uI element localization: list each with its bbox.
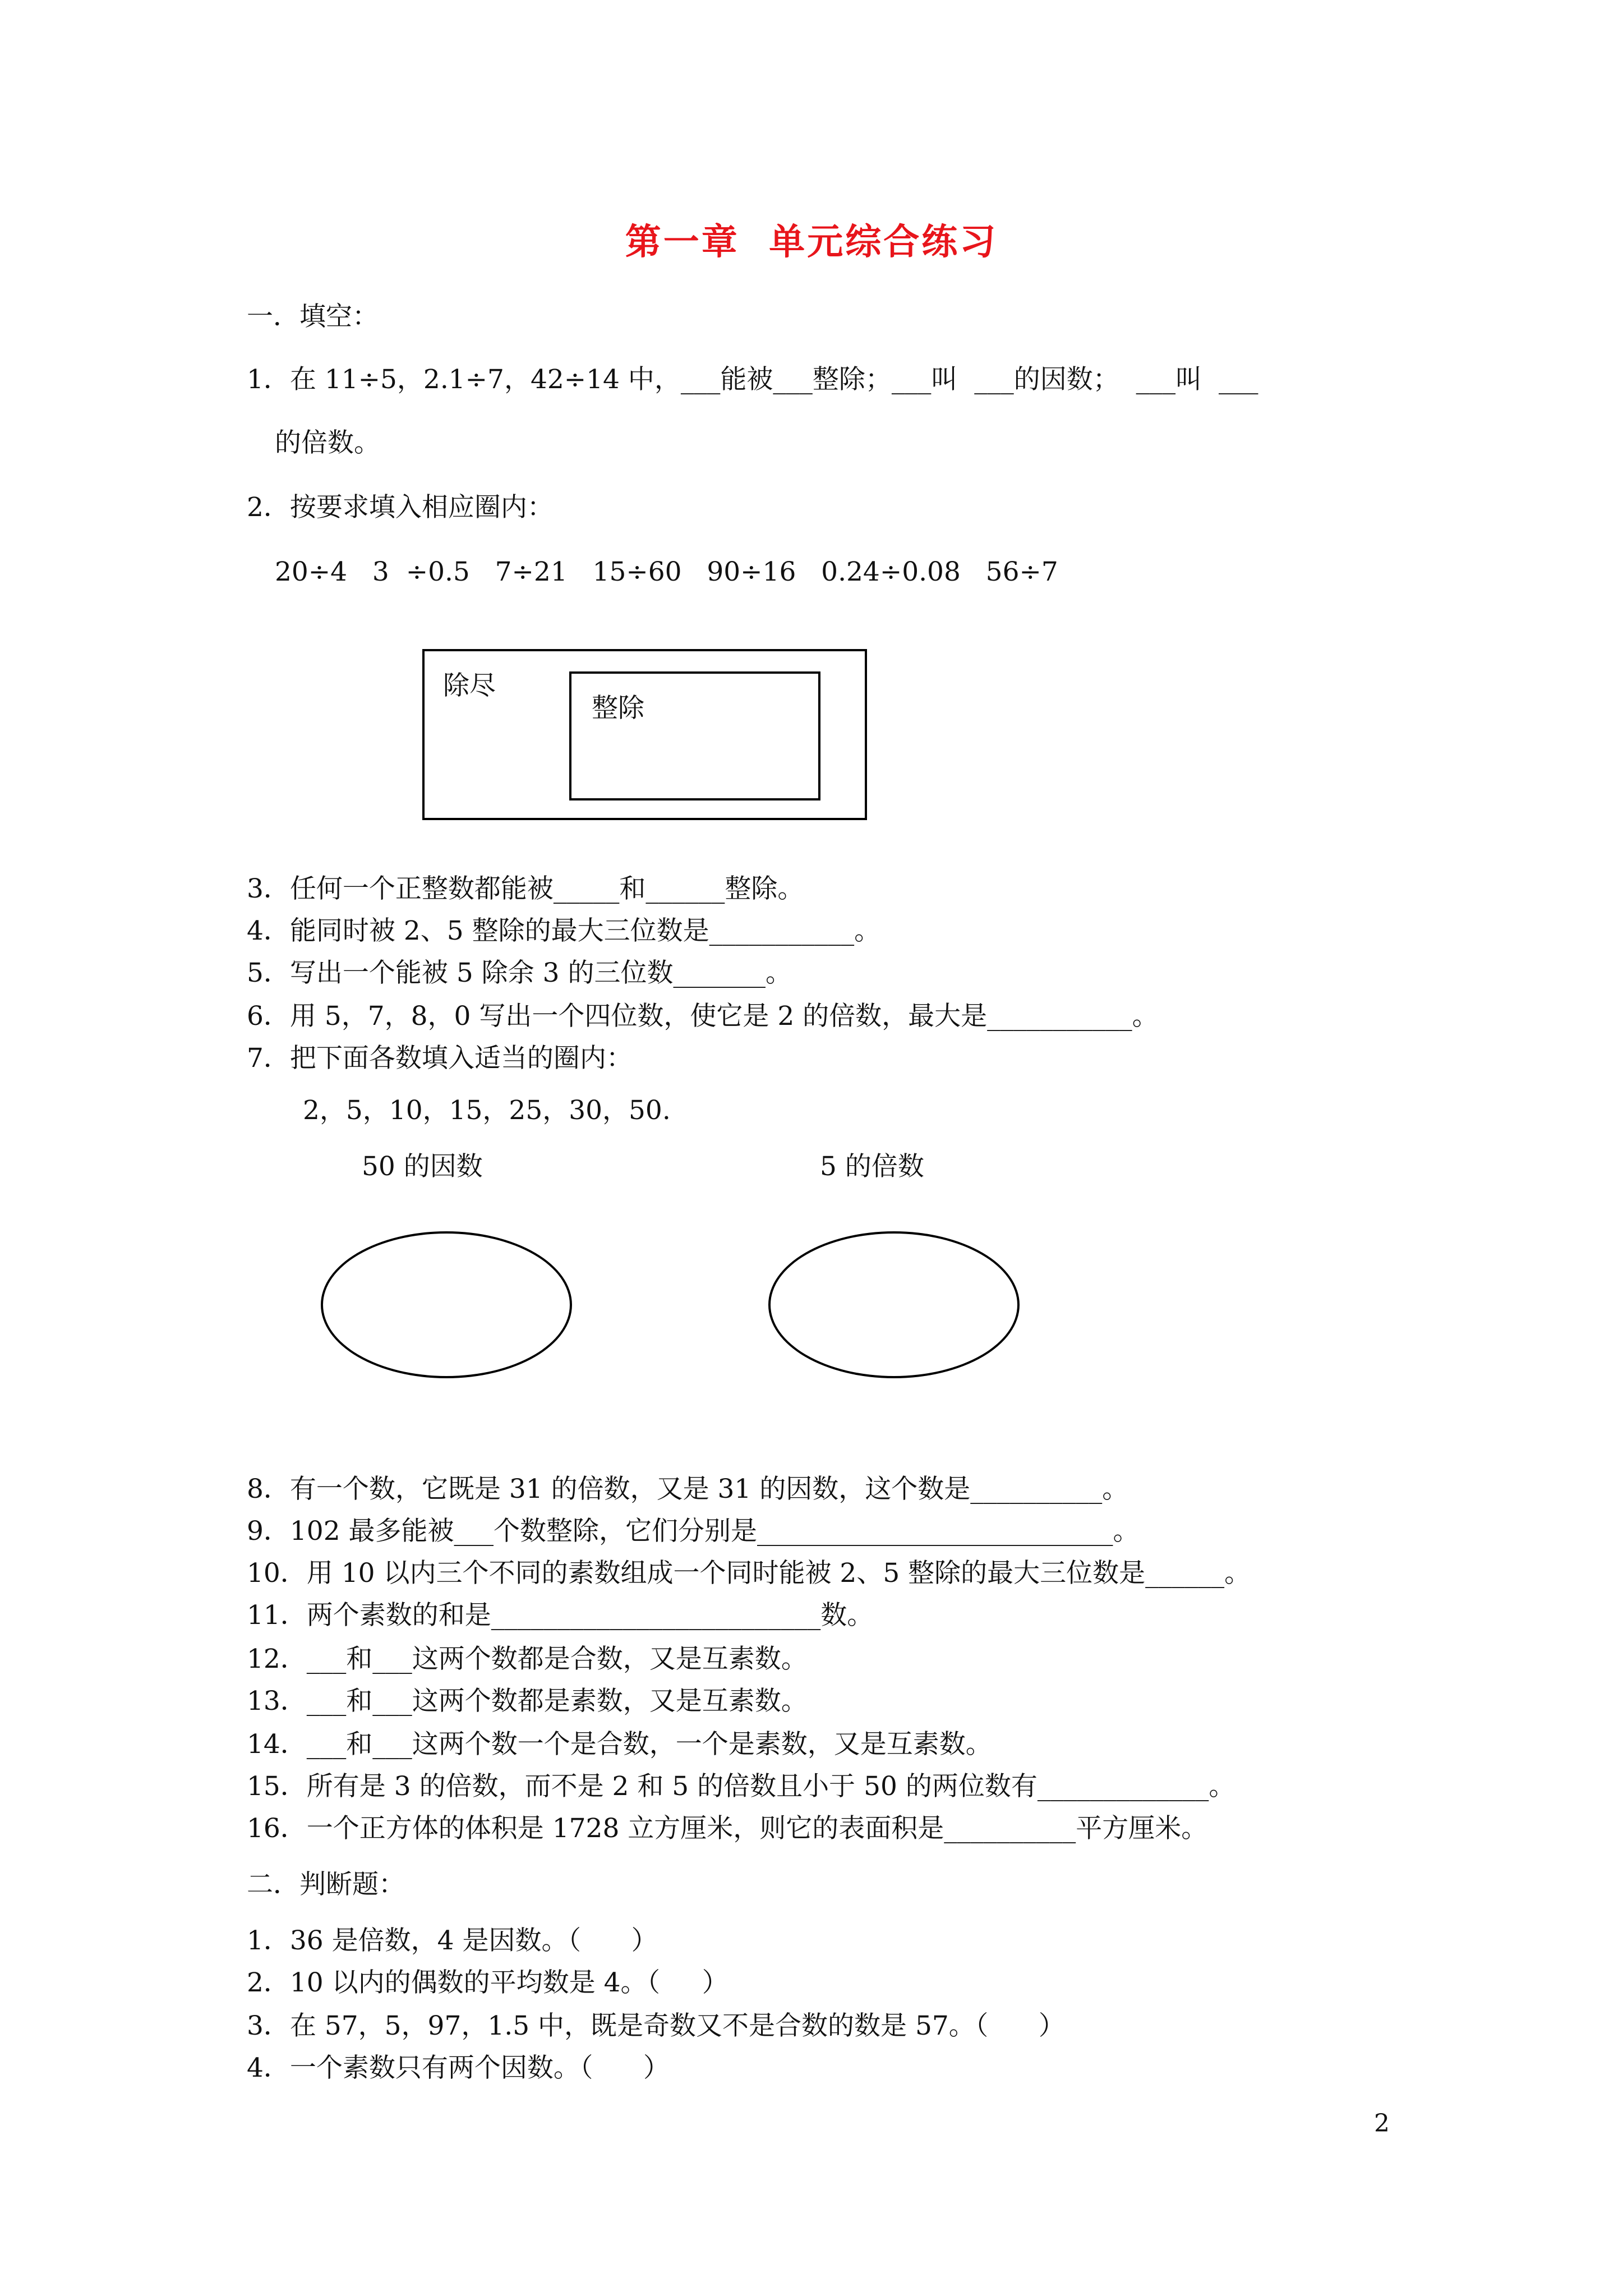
question-2-numbers: 20÷4 3 ÷0.5 7÷21 15÷60 90÷16 0.24÷0.08 56÷7: [275, 556, 1058, 587]
question-7-numbers: 2，5，10，15，25，30，50.: [303, 1095, 671, 1126]
question-10: 10．用 10 以内三个不同的素数组成一个同时能被 2、5 整除的最大三位数是______。: [247, 1558, 1251, 1589]
question-4: 4．能同时被 2、5 整除的最大三位数是___________。: [247, 915, 881, 946]
question-6: 6．用 5，7，8，0 写出一个四位数，使它是 2 的倍数，最大是___________。: [247, 1001, 1159, 1032]
page-title: 第一章 单元综合练习: [625, 221, 998, 263]
question-12: 12．___和___这两个数都是合数，又是互素数。: [247, 1644, 808, 1674]
multiples-of-5-label: 5 的倍数: [820, 1151, 924, 1182]
question-1-line1: 1．在 11÷5，2.1÷7，42÷14 中，___能被___整除；___叫 ___的因数； ___叫 ___: [247, 364, 1258, 395]
question-8: 8．有一个数，它既是 31 的倍数，又是 31 的因数，这个数是__________。: [247, 1474, 1129, 1504]
judge-question-1: 1．36 是倍数，4 是因数。（ ）: [247, 1925, 658, 1956]
question-1-line2: 的倍数。: [275, 427, 380, 458]
factors-of-50-label: 50 的因数: [362, 1151, 483, 1182]
factors-ellipse: [321, 1231, 572, 1378]
page-number: 2: [1374, 2109, 1390, 2138]
question-13: 13．___和___这两个数都是素数，又是互素数。: [247, 1686, 808, 1717]
question-9: 9．102 最多能被___个数整除，它们分别是___________________________。: [247, 1516, 1140, 1547]
judge-question-4: 4．一个素数只有两个因数。（ ）: [247, 2053, 670, 2083]
multiples-ellipse: [768, 1231, 1020, 1378]
section2-heading: 二．判断题：: [247, 1869, 405, 1900]
inner-box-label: 整除: [592, 693, 644, 724]
judge-question-2: 2．10 以内的偶数的平均数是 4。（ ）: [247, 1967, 728, 1998]
outer-box-label: 除尽: [443, 670, 496, 701]
question-2: 2．按要求填入相应圈内：: [247, 492, 554, 523]
question-3: 3．任何一个正整数都能被_____和______整除。: [247, 873, 804, 904]
question-16: 16．一个正方体的体积是 1728 立方厘米，则它的表面积是__________平方厘米。: [247, 1813, 1208, 1844]
question-11: 11．两个素数的和是_________________________数。: [247, 1600, 874, 1631]
judge-question-3: 3．在 57，5，97，1.5 中，既是奇数又不是合数的数是 57。（ ）: [247, 2010, 1065, 2041]
question-14: 14．___和___这两个数一个是合数，一个是素数，又是互素数。: [247, 1729, 992, 1760]
question-7: 7．把下面各数填入适当的圈内：: [247, 1043, 633, 1074]
section1-heading: 一．填空：: [247, 301, 379, 332]
question-15: 15．所有是 3 的倍数，而不是 2 和 5 的倍数且小于 50 的两位数有_____________。: [247, 1771, 1235, 1802]
question-5: 5．写出一个能被 5 除余 3 的三位数_______。: [247, 958, 792, 988]
